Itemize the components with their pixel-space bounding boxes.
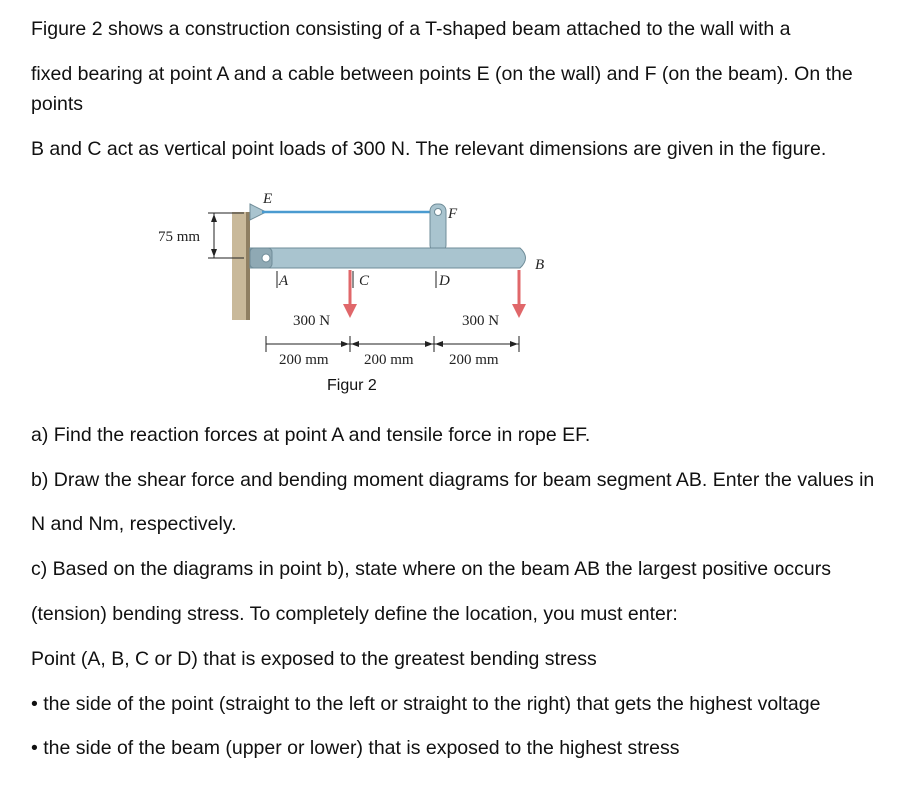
dim-arrow-2 [351, 341, 359, 347]
load-B-head [512, 304, 526, 318]
intro-line-4: B and C act as vertical point loads of 300 N. The relevant dimensions are given in the figure. [31, 138, 827, 160]
question-c-line-3: Point (A, B, C or D) that is exposed to the greatest bending stress [31, 648, 597, 670]
bullet-1: • the side of the point (straight to the left or straight to the right) that gets the highest voltage [31, 693, 821, 715]
dim-arrow-5 [510, 341, 518, 347]
wall-shade [246, 212, 250, 320]
beam-AB [250, 248, 526, 268]
dim-75-label: 75 mm [158, 229, 201, 245]
label-E: E [263, 191, 273, 207]
question-c-line-1: c) Based on the diagrams in point b), state where on the beam AB the largest positive occurs [31, 558, 831, 580]
label-F: F [448, 206, 458, 222]
intro-line-3: points [31, 93, 84, 115]
question-b-line-1: b) Draw the shear force and bending moment diagrams for beam segment AB. Enter the values in [31, 469, 875, 491]
dim-arrow-3 [425, 341, 433, 347]
question-b-line-2: N and Nm, respectively. [31, 513, 237, 535]
pin-A [262, 254, 270, 262]
bullet-2: • the side of the beam (upper or lower) that is exposed to the highest stress [31, 737, 680, 759]
dim-arrow-1 [341, 341, 349, 347]
intro-line-2: fixed bearing at point A and a cable between points E (on the wall) and F (on the beam). On the [31, 63, 853, 85]
question-a: a) Find the reaction forces at point A and tensile force in rope EF. [31, 424, 591, 446]
load-B-label: 300 N [462, 313, 500, 329]
label-B: B [535, 257, 545, 273]
pin-F [435, 209, 442, 216]
question-c-line-2: (tension) bending stress. To completely define the location, you must enter: [31, 603, 678, 625]
load-C-label: 300 N [293, 313, 331, 329]
figure-caption: Figur 2 [327, 377, 377, 394]
load-C-head [343, 304, 357, 318]
dim-arrow-4 [435, 341, 443, 347]
dim-75-arrow-up [211, 214, 217, 222]
intro-line-1: Figure 2 shows a construction consisting of a T-shaped beam attached to the wall with a [31, 18, 791, 40]
dim-label-3: 200 mm [449, 352, 499, 368]
label-A: A [279, 273, 289, 289]
dim-75-arrow-down [211, 249, 217, 257]
label-C: C [359, 273, 370, 289]
label-D: D [439, 273, 450, 289]
dim-label-1: 200 mm [279, 352, 329, 368]
dim-label-2: 200 mm [364, 352, 414, 368]
